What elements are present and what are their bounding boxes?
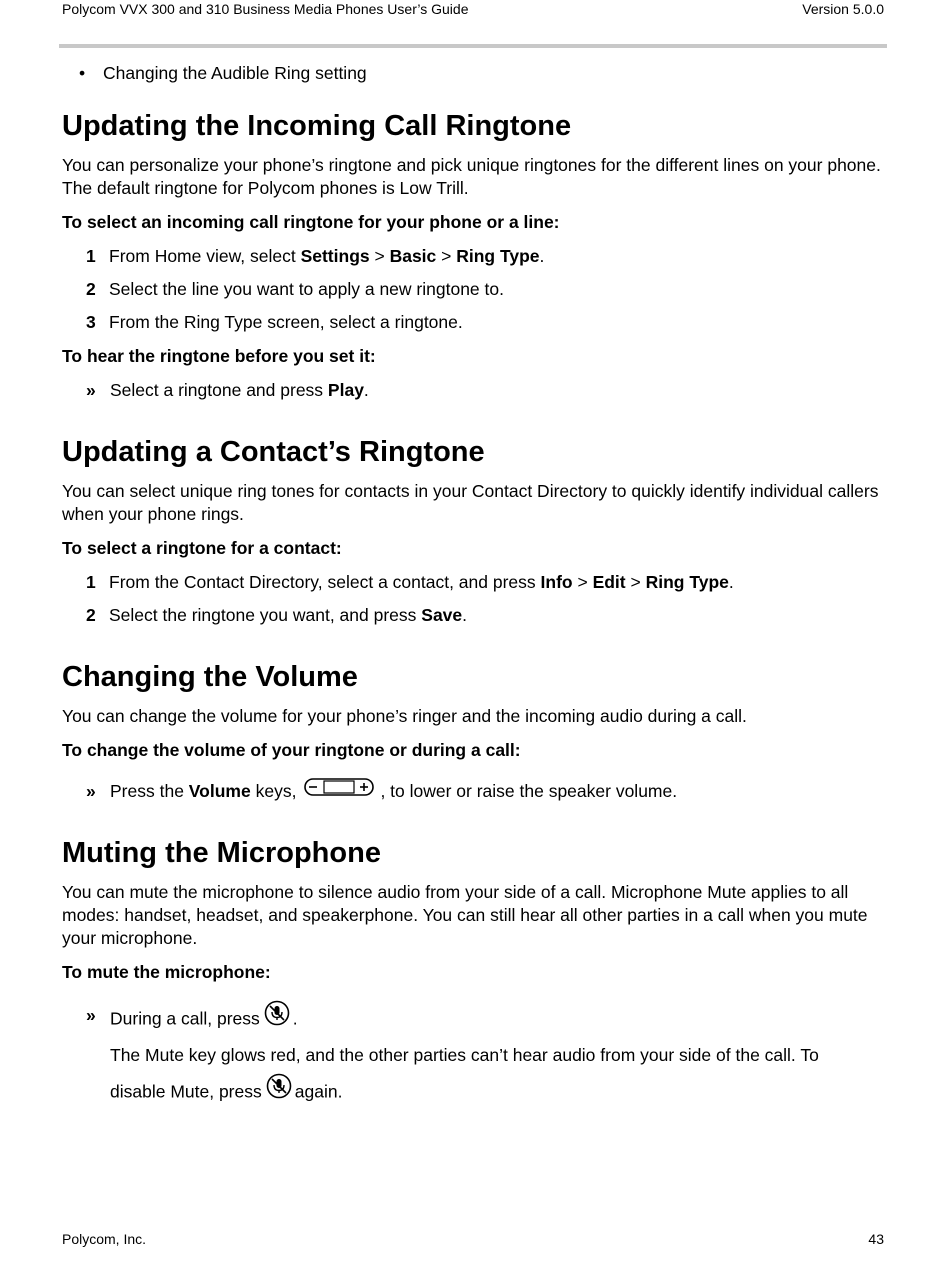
step-text: From the Ring Type screen, select a ringtone.	[109, 312, 463, 332]
step-text: From the Contact Directory, select a contact, and press	[109, 572, 541, 592]
arrow-step	[62, 1004, 887, 1036]
section-heading-contact-ringtone: Updating a Contact’s Ringtone	[62, 436, 485, 468]
document-title: Polycom VVX 300 and 310 Business Media Phones User’s Guide	[62, 1, 469, 17]
result-text: The Mute key glows red, and the other parties can’t hear audio from your side of the call. To	[110, 1045, 819, 1066]
section-paragraph: You can personalize your phone’s ringtone and pick unique ringtones for the different lines on your phone. The default ringtone for Polycom phones is Low Trill.	[62, 155, 881, 198]
volume-keys-icon	[304, 778, 374, 802]
step-number: 1	[86, 572, 96, 592]
section-heading-incoming-ringtone: Updating the Incoming Call Ringtone	[62, 110, 572, 142]
mute-key-icon	[264, 1000, 290, 1032]
procedure-heading: To mute the microphone:	[62, 962, 271, 983]
step-text: Select a ringtone and press	[110, 380, 328, 400]
step-item	[62, 311, 887, 334]
header-divider	[59, 44, 887, 48]
arrow-step	[62, 379, 887, 402]
section-paragraph: You can mute the microphone to silence audio from your side of a call. Microphone Mute applies to all modes: handset, headset, and speakerphone. You can still hear all other parties in a call when you mute your microphone.	[62, 882, 868, 949]
ui-term: Basic	[389, 246, 437, 266]
step-number: 2	[86, 279, 96, 299]
separator: >	[572, 572, 593, 592]
step-text: , to lower or raise the speaker volume.	[380, 781, 678, 801]
mute-key-icon	[266, 1073, 292, 1105]
step-text: Press the	[110, 781, 189, 801]
page-number: 43	[868, 1231, 884, 1247]
punctuation: .	[462, 605, 468, 625]
ui-term: Settings	[300, 246, 370, 266]
punctuation: .	[539, 246, 545, 266]
arrow-step	[62, 780, 887, 804]
separator: >	[625, 572, 646, 592]
document-version: Version 5.0.0	[802, 1, 884, 17]
step-item	[62, 604, 887, 627]
step-text: During a call, press	[110, 1009, 260, 1029]
bullet-item	[62, 62, 887, 85]
step-number: 1	[86, 246, 96, 266]
bullet-text: Changing the Audible Ring setting	[103, 63, 367, 83]
step-number: 3	[86, 312, 96, 332]
ui-term: Save	[421, 605, 463, 625]
step-text: Select the ringtone you want, and press	[109, 605, 422, 625]
step-item	[62, 245, 887, 268]
ui-term: Ring Type	[456, 246, 540, 266]
punctuation: .	[363, 380, 369, 400]
arrow-marker-icon: »	[86, 1005, 96, 1026]
step-item	[62, 278, 887, 301]
procedure-heading: To select an incoming call ringtone for your phone or a line:	[62, 212, 560, 232]
result-text: disable Mute, press	[110, 1082, 262, 1102]
punctuation: .	[728, 572, 734, 592]
ui-term: Info	[540, 572, 573, 592]
procedure-heading: To change the volume of your ringtone or during a call:	[62, 740, 521, 760]
result-text-line2	[62, 1077, 887, 1109]
punctuation: .	[292, 1009, 298, 1029]
ui-term: Edit	[592, 572, 626, 592]
page-content	[62, 62, 887, 1109]
company-name: Polycom, Inc.	[62, 1231, 147, 1247]
section-paragraph: You can change the volume for your phone’s ringer and the incoming audio during a call.	[62, 706, 747, 726]
ui-term: Play	[327, 380, 364, 400]
section-heading-mute: Muting the Microphone	[62, 837, 381, 870]
bullet-dot-icon: •	[79, 63, 86, 83]
section-heading-volume: Changing the Volume	[62, 661, 358, 693]
procedure-heading: To select a ringtone for a contact:	[62, 538, 342, 558]
procedure-heading: To hear the ringtone before you set it:	[62, 346, 376, 366]
separator: >	[436, 246, 457, 266]
arrow-marker-icon: »	[86, 781, 96, 801]
step-number: 2	[86, 605, 96, 625]
step-item	[62, 571, 887, 594]
step-text: keys,	[250, 781, 297, 801]
step-text: From Home view, select	[109, 246, 301, 266]
page-header	[62, 0, 884, 20]
ui-term: Ring Type	[645, 572, 729, 592]
ui-term: Volume	[188, 781, 251, 801]
step-text: Select the line you want to apply a new ringtone to.	[109, 279, 504, 299]
result-text: again.	[294, 1082, 343, 1102]
section-paragraph: You can select unique ring tones for contacts in your Contact Directory to quickly identify individual callers when your phone rings.	[62, 481, 879, 524]
arrow-marker-icon: »	[86, 380, 96, 400]
separator: >	[369, 246, 390, 266]
